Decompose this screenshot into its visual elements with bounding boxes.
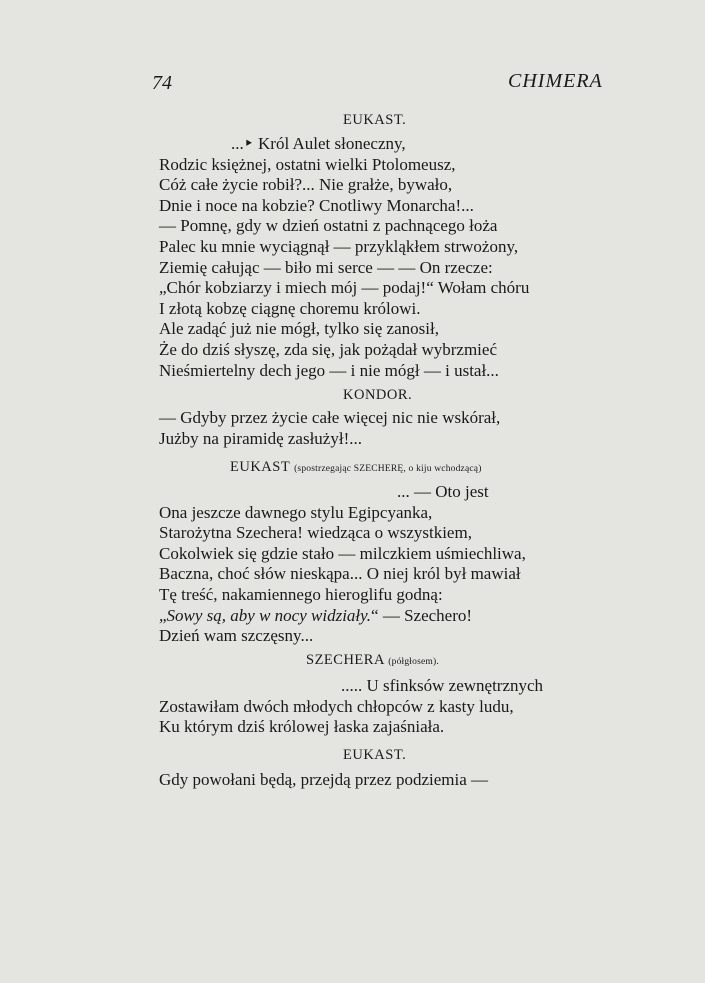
verse-line: ..... U sfinksów zewnętrznych — [341, 676, 544, 695]
verse-line: Starożytna Szechera! wiedząca o wszystkiem, — [159, 523, 472, 543]
speaker-name: EUKAST — [230, 459, 290, 475]
italic-quote: Sowy są, aby w nocy widziały. — [166, 605, 372, 625]
verse-line: Dzień wam szczęsny... — [159, 626, 314, 646]
verse-block — [159, 770, 488, 791]
verse-line: Że do dziś słyszę, zda się, jak pożądał wybrzmieć — [159, 339, 497, 359]
verse-line: Nieśmiertelny dech jego — i nie mógł — i ustał... — [159, 360, 499, 380]
verse-line: — Gdyby przez życie całe więcej nic nie wskórał, — [159, 408, 501, 427]
verse-line: Ona jeszcze dawnego stylu Egipcyanka, — [159, 502, 433, 522]
speaker-heading: KONDOR. — [343, 387, 413, 403]
verse-line: ...‣ Król Aulet słoneczny, — [231, 134, 406, 153]
verse-line-quote: „Sowy są, aby w nocy widziały.“ — Szechero! — [159, 605, 473, 625]
verse-line: Jużby na piramidę zasłużył!... — [159, 428, 362, 448]
verse-line: Dnie i noce na kobzie? Cnotliwy Monarcha!... — [159, 195, 474, 215]
running-title: CHIMERA — [508, 70, 603, 92]
verse-line: — Pomnę, gdy w dzień ostatni z pachnącego łoża — [159, 216, 498, 236]
verse-block — [159, 134, 529, 381]
verse-line: Cokolwiek się gdzie stało — milczkiem uśmiechliwa, — [159, 543, 526, 563]
verse-line: Zostawiłam dwóch młodych chłopców z kasty ludu, — [159, 696, 514, 716]
verse-line: Gdy powołani będą, przejdą przez podziemia — — [159, 770, 489, 789]
verse-line: Baczna, choć słów nieskąpa... O niej król był mawiał — [159, 564, 521, 584]
verse-line: Cóż całe życie robił?... Nie grałże, bywało, — [159, 175, 453, 195]
verse-line: Ku którym dziś królowej łaska zajaśniała. — [159, 717, 445, 737]
speaker-heading: EUKAST. — [343, 112, 407, 128]
verse-line: ... — Oto jest — [397, 482, 489, 501]
verse-fragment: — Szechero! — [382, 605, 473, 625]
speaker-name: SZECHERA — [306, 652, 385, 668]
page-number: 74 — [152, 72, 172, 94]
stage-direction: (półgłosem). — [388, 657, 439, 667]
verse-block — [159, 676, 543, 738]
speaker-heading — [230, 459, 482, 476]
verse-block — [159, 482, 526, 647]
verse-line: Tę treść, nakamiennego hieroglifu godną: — [159, 584, 443, 604]
verse-block — [159, 408, 500, 449]
verse-line: Palec ku mnie wyciągnął — przykląkłem strwożony, — [159, 236, 519, 256]
verse-line: Ziemię całując — biło mi serce — — On rzecze: — [159, 257, 493, 277]
verse-line: Rodzic księżnej, ostatni wielki Ptolomeusz, — [159, 154, 456, 174]
speaker-heading — [306, 652, 439, 669]
verse-line: I złotą kobzę ciągnę choremu królowi. — [159, 298, 421, 318]
stage-direction: (spostrzegając SZECHERĘ, o kiju wchodzącą) — [294, 464, 482, 474]
speaker-heading: EUKAST. — [343, 747, 407, 763]
verse-line: „Chór kobziarzy i miech mój — podaj!“ Wołam chóru — [159, 278, 530, 298]
verse-line: Ale zadąć już nie mógł, tylko się zanosił, — [159, 319, 439, 339]
